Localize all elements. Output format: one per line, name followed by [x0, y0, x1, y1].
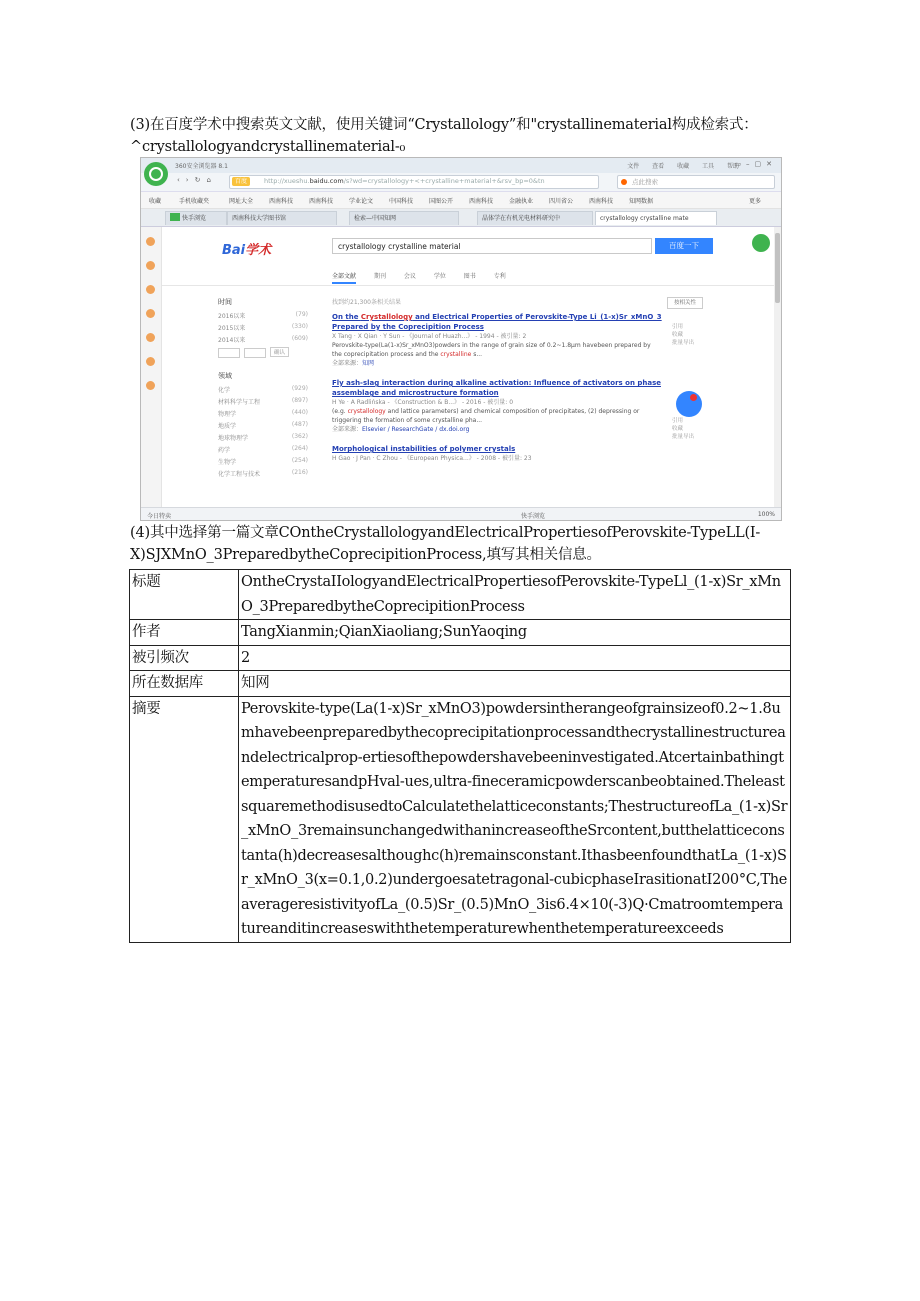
browser-search-placeholder: 点此搜索 [632, 178, 658, 186]
menu-file[interactable]: 文件 [627, 163, 640, 170]
bookmarks-more[interactable]: 更多 [749, 198, 762, 205]
sidebar-icon[interactable] [146, 381, 155, 390]
favorite-button[interactable]: 收藏 [672, 332, 684, 338]
bookmark-item[interactable]: 收藏 [149, 198, 162, 205]
result-meta: H Gao · J Pan · C Zhou - 《European Physica...》 - 2008 - 被引量: 23 [332, 455, 532, 462]
browser-tab[interactable]: 晶体学在有机光电材料研究中 [477, 211, 593, 225]
row-label-database: 所在数据库 [130, 671, 239, 697]
result-title-link[interactable]: On the Crystallology and Electrical Properties of Perovskite-Type Li_(1-x)Sr_xMnO_3 Prepared by the Coprecipition Process [332, 313, 662, 331]
result-source: 全部来源：Elsevier / ResearchGate / dx.doi.org [332, 426, 470, 433]
favorite-button[interactable]: 收藏 [672, 426, 684, 432]
filter-row[interactable]: 生物学 (254) [218, 457, 308, 466]
bookmark-item[interactable]: 知网数据 [629, 198, 654, 205]
browser-logo-icon [144, 162, 168, 186]
tab-conferences[interactable]: 会议 [403, 273, 416, 280]
tab-all-literature[interactable]: 全部文献 [332, 273, 356, 284]
table-row [130, 620, 791, 646]
year-range [218, 347, 308, 359]
baidu-search-input[interactable]: crystallology crystalline material [332, 238, 652, 254]
table-row [130, 671, 791, 697]
browser-tab[interactable]: 检索—中国知网 [349, 211, 459, 225]
cite-button[interactable]: 引用 [672, 324, 684, 330]
row-label-citations: 被引频次 [130, 645, 239, 671]
result-item [332, 444, 662, 463]
floating-chat-icon[interactable] [676, 391, 702, 417]
menu-favorites[interactable]: 收藏 [677, 163, 690, 170]
table-row [130, 570, 791, 620]
instruction-3-line-2: ^crystallologyandcrystallinematerial-₀ [130, 139, 406, 155]
filter-row[interactable]: 地球物理学 (362) [218, 433, 308, 442]
sidebar-icon[interactable] [146, 333, 155, 342]
bookmark-item[interactable]: 国图公开 [429, 198, 454, 205]
address-bar[interactable] [229, 175, 599, 189]
sort-select[interactable]: 按相关性 [667, 297, 703, 309]
result-actions [672, 323, 694, 347]
result-item [332, 312, 662, 368]
browser-search-box[interactable] [617, 175, 775, 189]
vertical-scrollbar[interactable] [774, 227, 781, 507]
browser-titlebar [141, 158, 781, 173]
table-row [130, 645, 791, 671]
citations-value: 2 [239, 645, 791, 671]
tab-patents[interactable]: 专利 [493, 273, 506, 280]
menu-view[interactable]: 查看 [652, 163, 665, 170]
browser-tabs [141, 209, 781, 227]
filter-row[interactable]: 化学工程与技术 (216) [218, 469, 308, 478]
authors-value: TangXianmin;QianXiaoliang;SunYaoqing [239, 620, 791, 646]
filter-row[interactable]: 化学 (929) [218, 385, 308, 394]
wifi-icon[interactable] [752, 234, 770, 252]
address-url: http://xueshu.baidu.com/s?wd=crystallology+<+crystalline+material+&rsv_bp=0&tn [264, 177, 545, 185]
divider [162, 285, 774, 286]
article-title-value: OntheCrystaIIologyandElectricalPropertiesofPerovskite-TypeLl_(1-x)Sr_xMnO_3PreparedbytheCoprecipitionProcess [239, 570, 791, 620]
cite-button[interactable]: 引用 [672, 418, 684, 424]
instruction-paragraph-3 [130, 114, 770, 158]
result-title-link[interactable]: Morphological instabilities of polymer crystals [332, 445, 516, 453]
result-title-link[interactable]: Fly ash-slag interaction during alkaline activation: Influence of activators on phase assemblage and microstructure formation [332, 379, 661, 397]
scrollbar-thumb[interactable] [775, 233, 780, 303]
row-label-authors: 作者 [130, 620, 239, 646]
browser-statusbar [141, 507, 781, 521]
status-mid[interactable]: 快手浏览 [521, 513, 546, 520]
result-meta: X Tang · X Qian · Y Sun - 《Journal of Huazh...》 - 1994 - 被引量: 2 [332, 333, 527, 340]
browser-navbar [141, 173, 781, 192]
sidebar-icon[interactable] [146, 285, 155, 294]
table-row [130, 696, 791, 942]
instruction-4-line-2: X)SJXMnO_3PreparedbytheCoprecipitionProcess,填写其相关信息。 [130, 547, 601, 563]
result-abstract: Perovskite-type(La(1-x)Sr_xMnO3)powders in the range of grain size of 0.2~1.8μm havebeen prepared by the coprecipitation process and the crystalline s... [332, 342, 651, 358]
browser-tab[interactable]: 西南科技大学图书馆 [227, 211, 337, 225]
sidebar-icon[interactable] [146, 237, 155, 246]
year-from-input[interactable] [218, 348, 240, 358]
menu-tools[interactable]: 工具 [702, 163, 715, 170]
tab-degrees[interactable]: 学位 [433, 273, 446, 280]
browser-menu [616, 161, 739, 170]
year-confirm-button[interactable]: 确认 [270, 347, 289, 357]
bookmark-item[interactable]: 西南科技 [269, 198, 294, 205]
bookmark-item[interactable]: 中国科技 [389, 198, 414, 205]
window-controls[interactable]: ▭–▢✕ [734, 160, 777, 168]
instruction-4-line-1: (4)其中选择第一篇文章COntheCrystallologyandElectricalPropertiesofPerovskite-TypeLL(I- [130, 525, 761, 541]
tab-journals[interactable]: 期刊 [373, 273, 386, 280]
browser-title: 360安全浏览器 8.1 [175, 163, 228, 170]
filter-panel [218, 297, 308, 481]
sidebar-icon[interactable] [146, 261, 155, 270]
address-badge: 百度 [232, 177, 250, 186]
bookmark-item[interactable]: 网址大全 [229, 198, 254, 205]
filter-row[interactable]: 2015以来 (330) [218, 323, 308, 332]
export-button[interactable]: 批量导出 [672, 434, 695, 440]
year-to-input[interactable] [244, 348, 266, 358]
browser-tab-active[interactable]: crystallology crystalline mate [595, 211, 717, 225]
baidu-result-tabs [332, 271, 522, 280]
database-value: 知网 [239, 671, 791, 697]
bookmark-item[interactable]: 手机收藏夹 [179, 198, 210, 205]
article-info-table [129, 569, 791, 943]
result-source: 全部来源：知网 [332, 360, 375, 367]
export-button[interactable]: 批量导出 [672, 340, 695, 346]
instruction-paragraph-4 [130, 522, 780, 566]
result-count: 找到约21,300条相关结果 [332, 299, 401, 306]
tab-books[interactable]: 图书 [463, 273, 476, 280]
row-label-title: 标题 [130, 570, 239, 620]
baidu-logo[interactable]: Bai学术 [222, 243, 272, 258]
filter-field-heading: 领域 [218, 372, 232, 380]
sidebar-icon[interactable] [146, 357, 155, 366]
search-engine-icon [621, 179, 627, 185]
bookmark-item[interactable]: 西南科技 [589, 198, 614, 205]
menu-help[interactable]: 帮助 [726, 163, 739, 170]
baidu-xueshu-page [162, 227, 774, 507]
sidebar-icon[interactable] [146, 309, 155, 318]
result-abstract: (e.g. crystallology and lattice parameters) and chemical composition of precipitates, (2) depressing or triggering the formation of some crystalline pha... [332, 408, 640, 424]
filter-time-heading: 时间 [218, 298, 232, 306]
abstract-value: Perovskite-type(La(1-x)Sr_xMnO3)powdersintherangeofgrainsizeof0.2~1.8umhavebeenpreparedbythecoprecipitationprocessandthecrystallinestructureandelectricalprop-ertiesofthepowdershavebeeninvestigated.AtcertainbathingtemperaturesandpHval-ues,ultra-fineceramicpowderscanbeobtained.TheleastsquaremethodisusedtoCalculatethelatticeconstants;ThestructureofLa_(1-x)Sr_xMnO_3remainsunchangedwithanincreaseoftheSrcontent,butthelatticeconstanta(h)decreasesalthoughc(h)remainsconstant.IthasbeenfoundthatLa_(1-x)Sr_xMnO_3(x=0.1,0.2)undergoesatetragonal-cubicphaseIrasitionatI200°C,TheaverageresistivityofLa_(0.5)Sr_(0.5)MnO_3is6.4×10(-3)Q·Cmatroomtemperatureanditincreaseswiththetemperaturewhenthetemperatureexceeds [239, 696, 791, 942]
bookmarks-bar [141, 192, 781, 209]
result-item [332, 378, 662, 434]
filter-row[interactable]: 2014以来 (609) [218, 335, 308, 344]
filter-row[interactable]: 地质学 (487) [218, 421, 308, 430]
search-results [332, 297, 662, 473]
bookmark-item[interactable]: 四川省公 [549, 198, 574, 205]
filter-row[interactable]: 材料科学与工程 (897) [218, 397, 308, 406]
filter-row[interactable]: 物理学 (440) [218, 409, 308, 418]
bookmark-item[interactable]: 金融执业 [509, 198, 534, 205]
result-actions [672, 417, 694, 441]
browser-tab[interactable]: 快手浏览 [165, 211, 227, 225]
row-label-abstract: 摘要 [130, 696, 239, 942]
filter-row[interactable]: 2016以来 (79) [218, 311, 308, 320]
bookmark-item[interactable]: 西南科技 [309, 198, 334, 205]
sidebar-rail [141, 227, 162, 507]
browser-screenshot [140, 157, 782, 521]
zoom-level[interactable]: 100% [757, 511, 775, 518]
source-link[interactable]: Elsevier / ResearchGate / dx.doi.org [362, 426, 470, 433]
filter-row[interactable]: 药学 (264) [218, 445, 308, 454]
instruction-3-line-1: (3)在百度学术中搜索英文文献，使用关键词“Crystallology”和"crystallinematerial构成检索式： [130, 117, 758, 133]
bookmark-item[interactable]: 学业论文 [349, 198, 374, 205]
source-link[interactable]: 知网 [362, 360, 375, 367]
baidu-search-button[interactable]: 百度一下 [655, 238, 713, 254]
tab-icon [170, 213, 180, 221]
bookmark-item[interactable]: 西南科技 [469, 198, 494, 205]
nav-buttons[interactable]: ‹›↻⌂ [177, 176, 217, 184]
result-meta: H Ye · A Radlińska - 《Construction & B...》 - 2016 - 被引量: 0 [332, 399, 514, 406]
status-left[interactable]: 今日特卖 [147, 513, 172, 520]
